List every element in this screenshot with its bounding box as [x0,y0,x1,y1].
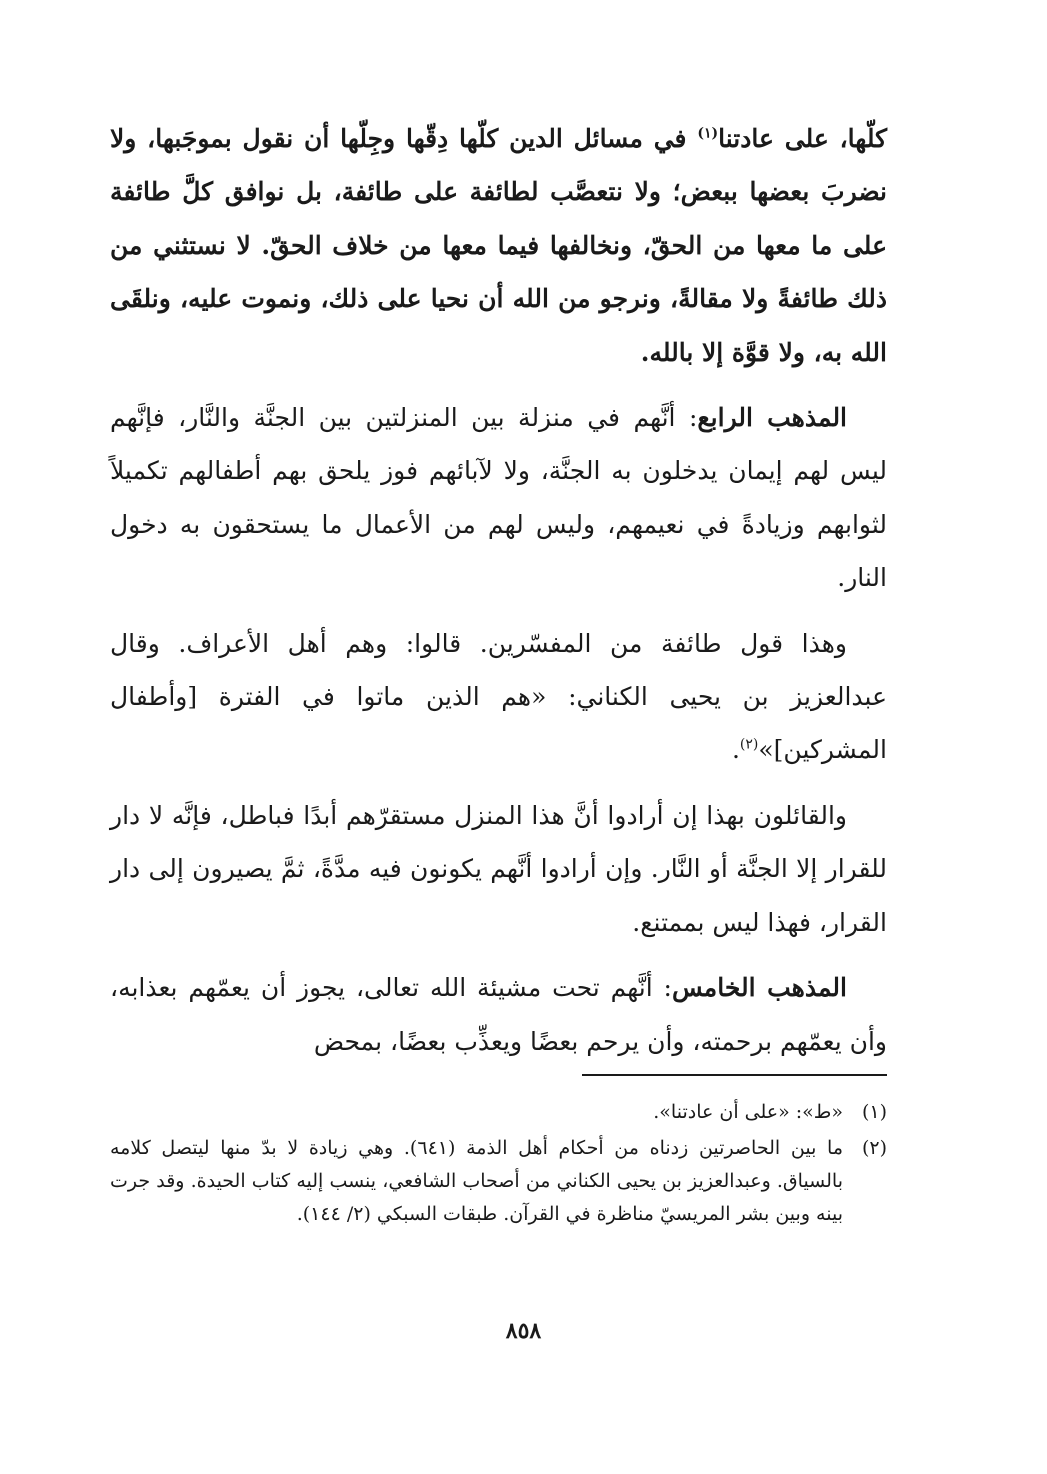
paragraph-1-text-start: كلّها، على عادتنا [718,124,887,153]
paragraph-1-text-end: في مسائل الدين كلّها دِقّها وجِلّها أن نقول بموجَبها، ولا نضربَ بعضها ببعض؛ ولا نتعصَّب لطائفة على طائفة، بل نوافق كلَّ طائفة على ما معها من الحقّ، ونخالفها فيما معها من خلاف الحقّ. لا نستثني من ذلك طائفةً ولا مقالةً، ونرجو من الله أن نحيا على ذلك، ونموت عليه، ونلقَى الله به، ولا قوَّة إلا بالله. [110,124,887,367]
footnote-1-text: «ط»: «على أن عادتنا». [653,1101,843,1123]
paragraph-4-text: والقائلون بهذا إن أرادوا أنَّ هذا المنزل مستقرّهم أبدًا فباطل، فإنَّه لا دار للقرار إلا الجنَّة أو النَّار. وإن أرادوا أنَّهم يكونون فيه مدَّةً، ثمَّ يصيرون إلى دار القرار، فهذا ليس بممتنع. [110,800,887,937]
paragraph-4 [110,789,887,949]
footnote-2-number: (٢) [861,1137,887,1159]
paragraph-3-text-start: وهذا قول طائفة من المفسّرين. قالوا: وهم أهل الأعراف. وقال عبدالعزيز بن يحيى الكناني: «هم الذين ماتوا في الفترة [وأطفال المشركين]» [110,628,887,765]
paragraph-1 [110,112,887,379]
footnote-divider [582,1074,887,1076]
paragraph-3 [110,617,887,777]
main-text [110,112,887,1068]
paragraph-5 [110,961,887,1068]
paragraph-3-text-end: . [731,735,740,765]
page-number: ٨٥٨ [505,1318,542,1344]
footnotes [110,1096,887,1231]
section-heading-fifth-school: المذهب الخامس [671,973,847,1003]
footnote-ref-2: (٢) [739,737,759,754]
paragraph-2-text: : أنَّهم في منزلة بين المنزلتين بين الجنَّة والنَّار، فإنَّهم ليس لهم إيمان يدخلون به الجنَّة، ولا لآبائهم فوز يلحق بهم أطفالهم تكميلاً لثوابهم وزيادةً في نعيمهم، وليس لهم من الأعمال ما يستحقون به دخول النار. [110,403,887,593]
section-heading-fourth-school: المذهب الرابع [697,403,848,433]
footnote-1 [110,1096,887,1129]
paragraph-2 [110,391,887,605]
footnote-1-number: (١) [861,1101,887,1123]
footnote-2-text: ما بين الحاصرتين زدناه من أحكام أهل الذمة (٦٤١). وهي زيادة لا بدّ منها ليتصل كلامه بالسياق. وعبدالعزيز بن يحيى الكناني من أصحاب الشافعي، ينسب إليه كتاب الحيدة. وقد جرت بينه وبين بشر المريسيّ مناظرة في القرآن. طبقات السبكي (٢/ ١٤٤). [110,1137,843,1225]
paragraph-5-text: : أنَّهم تحت مشيئة الله تعالى، يجوز أن يعمّهم بعذابه، وأن يعمّهم برحمته، وأن يرحم بعضًا ويعذِّب بعضًا، بمحض [110,973,887,1056]
footnote-2 [110,1132,887,1231]
footnote-ref-1: (١) [697,125,719,142]
